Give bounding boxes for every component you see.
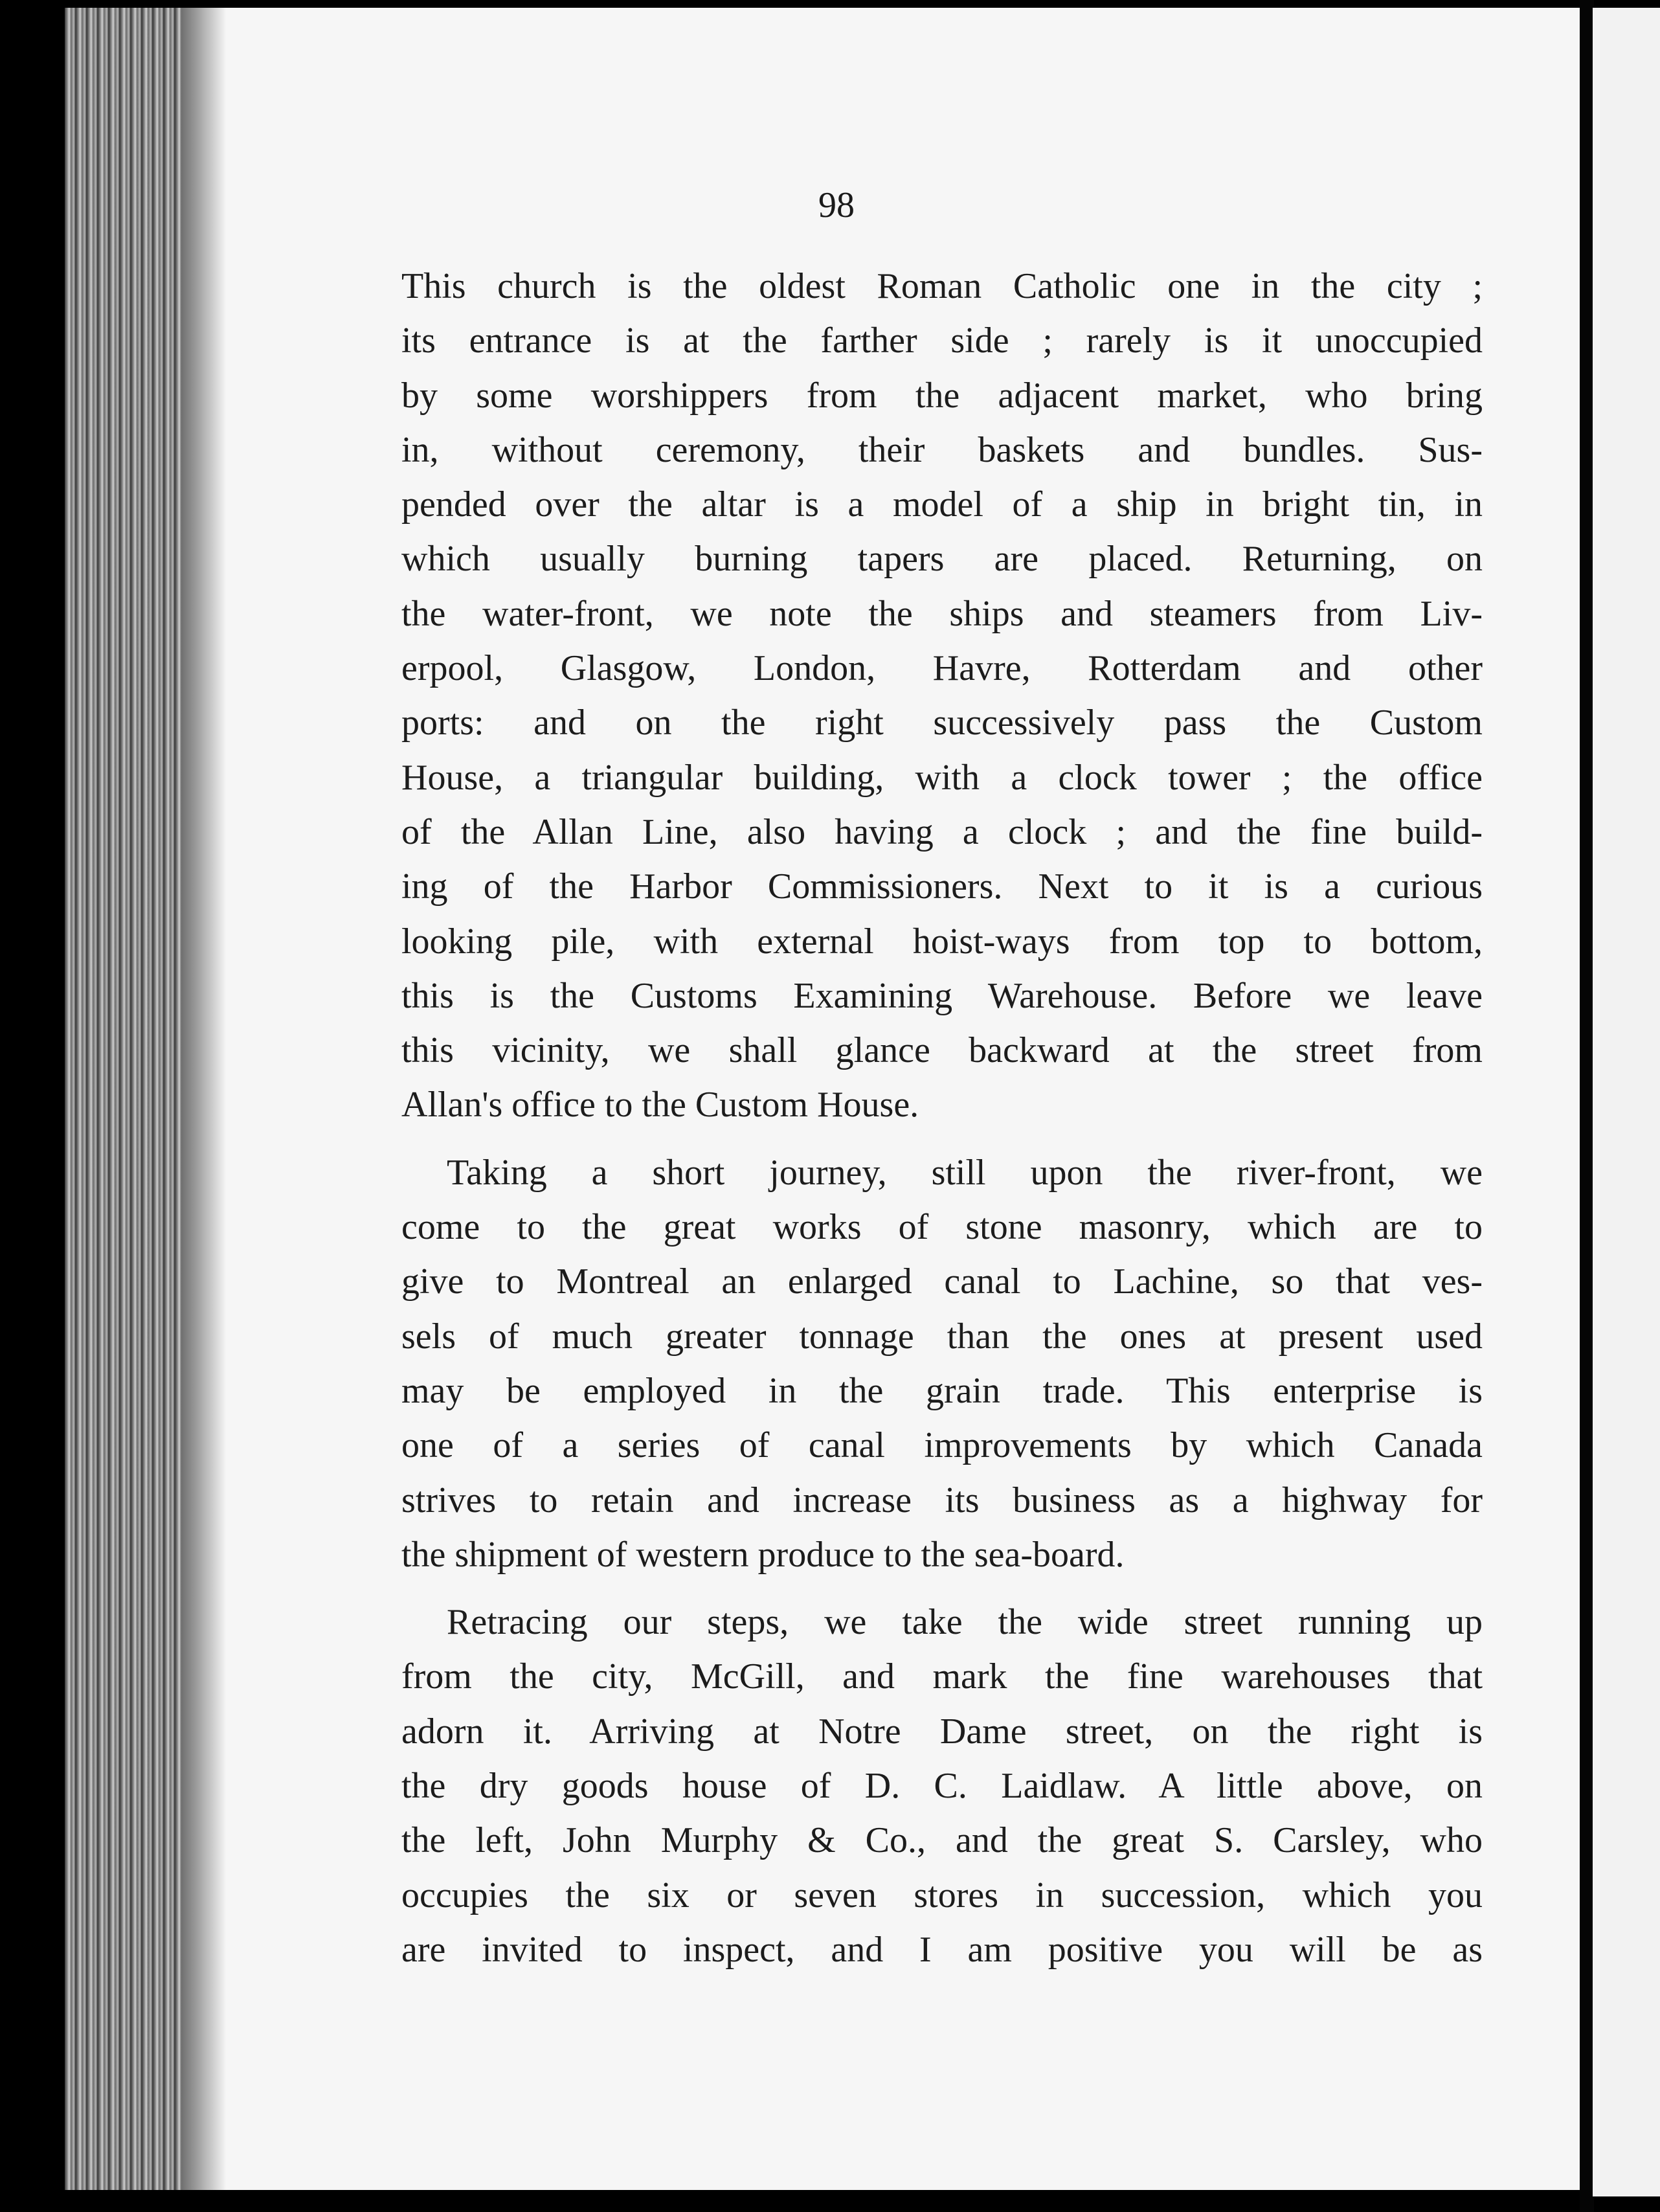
text-line: come to the great works of stone masonry, which are to xyxy=(401,1207,1483,1248)
page-number: 98 xyxy=(818,185,855,225)
text-line: erpool, Glasgow, London, Havre, Rotterdam and other xyxy=(401,648,1483,689)
text-line: the water-front, we note the ships and steamers from Liv- xyxy=(401,593,1483,634)
gutter-shadow xyxy=(181,8,227,2190)
text-line: the dry goods house of D. C. Laidlaw. A little above, on xyxy=(401,1766,1483,1807)
text-line: ing of the Harbor Commissioners. Next to it is a curious xyxy=(401,866,1483,907)
text-line: Allan's office to the Custom House. xyxy=(401,1085,919,1125)
page-gap xyxy=(1580,0,1594,2212)
text-line: House, a triangular building, with a clock tower ; the office xyxy=(401,757,1483,798)
paragraph-3 xyxy=(401,1595,1483,1977)
text-line: the left, John Murphy & Co., and the great S. Carsley, who xyxy=(401,1820,1483,1861)
paragraph-1 xyxy=(401,259,1483,1133)
text-line: pended over the altar is a model of a ship in bright tin, in xyxy=(401,484,1483,525)
text-line: strives to retain and increase its business as a highway for xyxy=(401,1480,1483,1520)
text-line: may be employed in the grain trade. This enterprise is xyxy=(401,1370,1483,1411)
text-line: this is the Customs Examining Warehouse. Before we leave xyxy=(401,975,1483,1016)
text-line: This church is the oldest Roman Catholic one in the city ; xyxy=(401,266,1483,306)
text-line: one of a series of canal improvements by which Canada xyxy=(401,1425,1483,1466)
text-line: from the city, McGill, and mark the fine warehouses that xyxy=(401,1656,1483,1697)
text-line: looking pile, with external hoist-ways from top to bottom, xyxy=(401,921,1483,962)
text-line: are invited to inspect, and I am positive you will be as xyxy=(401,1929,1483,1970)
text-line: its entrance is at the farther side ; rarely is it unoccupied xyxy=(401,321,1483,361)
text-line: of the Allan Line, also having a clock ; and the fine build- xyxy=(401,811,1483,852)
text-line: by some worshippers from the adjacent market, who bring xyxy=(401,375,1483,416)
text-line: adorn it. Arriving at Notre Dame street, on the right is xyxy=(401,1711,1483,1752)
text-line: this vicinity, we shall glance backward at the street from xyxy=(401,1030,1483,1071)
text-line: Retracing our steps, we take the wide street running up xyxy=(447,1602,1483,1643)
text-line: give to Montreal an enlarged canal to Lachine, so that ves- xyxy=(401,1261,1483,1302)
text-line: Taking a short journey, still upon the river-front, we xyxy=(447,1152,1483,1193)
text-line: occupies the six or seven stores in succession, which you xyxy=(401,1875,1483,1915)
text-line: ports: and on the right successively pass the Custom xyxy=(401,703,1483,743)
text-line: in, without ceremony, their baskets and bundles. Sus- xyxy=(401,429,1483,470)
text-line: the shipment of western produce to the sea-board. xyxy=(401,1534,1125,1575)
body-text xyxy=(401,259,1483,1977)
paragraph-2 xyxy=(401,1146,1483,1582)
next-page-edge xyxy=(1593,8,1660,2196)
text-line: which usually burning tapers are placed. Returning, on xyxy=(401,539,1483,580)
text-line: sels of much greater tonnage than the ones at present used xyxy=(401,1316,1483,1357)
